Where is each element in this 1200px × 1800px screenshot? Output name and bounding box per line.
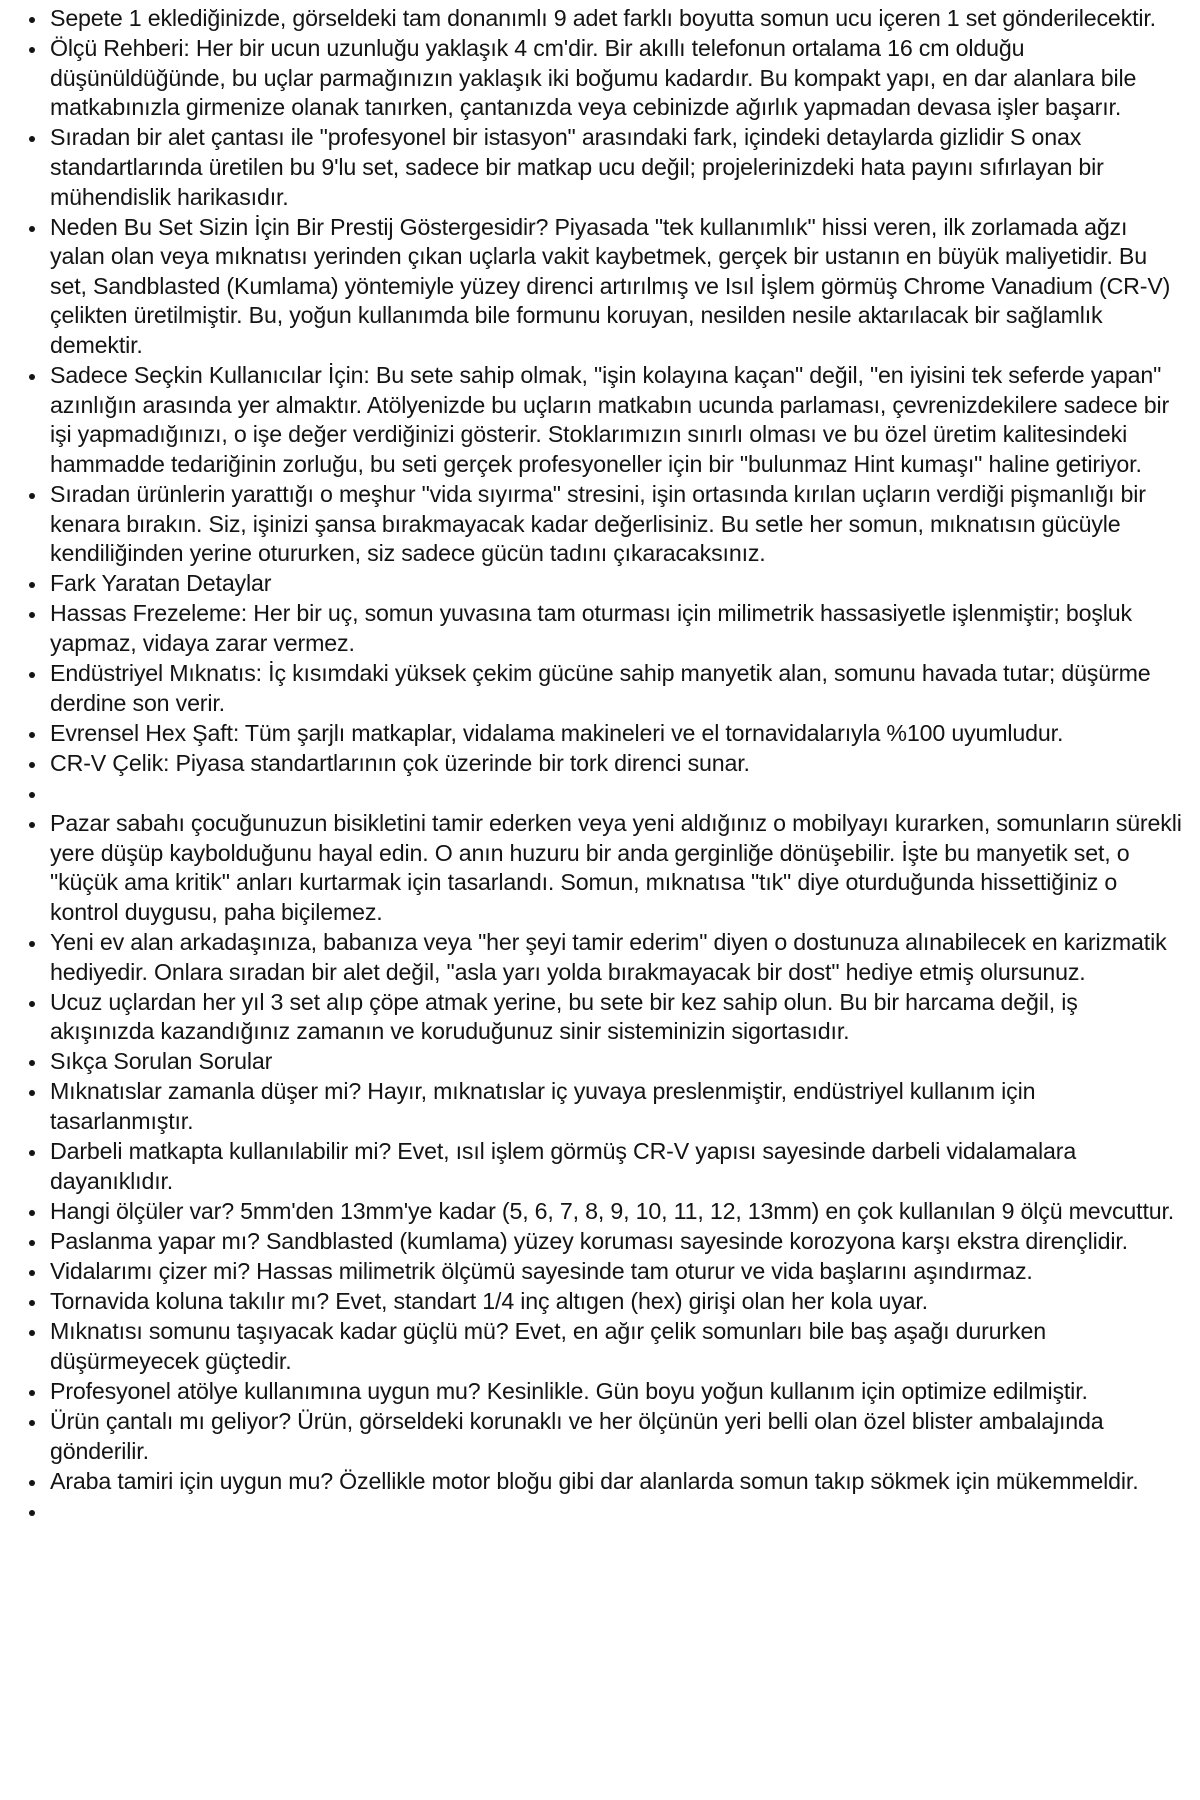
list-item: [16, 1287, 1182, 1317]
list-item: [16, 1377, 1182, 1407]
faq-screwdriver-handle: Tornavida koluna takılır mı? Evet, standart 1/4 inç altıgen (hex) girişi olan her kola uyar.: [50, 1288, 928, 1315]
list-item: [16, 4, 1182, 34]
list-item: [16, 1137, 1182, 1196]
list-item: [16, 1407, 1182, 1466]
list-item: [16, 361, 1182, 479]
list-item: [16, 1197, 1182, 1227]
prestige-indicator: Neden Bu Set Sizin İçin Bir Prestij Göstergesidir? Piyasada "tek kullanımlık" hissi veren, ilk zorlamada ağzı yalan olan veya mıknatısı yerinden çıkan uçlarla vakit kaybetmek, gerçek bir ustanın en büyük maliyetidir. Bu set, Sandblasted (Kumlama) yöntemiyle yüzey direnci artırılmış ve Isıl İşlem görmüş Chrome Vanadium (CR-V) çelikten üretilmiştir. Bu, yoğun kullanımda bile formunu koruyan, nesilden nesile aktarılacak bir sağlamlık demektir.: [50, 213, 1171, 359]
faq-car-repair: Araba tamiri için uygun mu? Özellikle motor bloğu gibi dar alanlarda somun takıp sökmek için mükemmeldir.: [50, 1467, 1139, 1494]
list-item: [16, 599, 1182, 658]
faq-sizes: Hangi ölçüler var? 5mm'den 13mm'ye kadar (5, 6, 7, 8, 9, 10, 11, 12, 13mm) en çok kullanılan 9 ölçü mevcuttur.: [50, 1197, 1175, 1224]
pro-station-difference: Sıradan bir alet çantası ile "profesyonel bir istasyon" arasındaki fark, içindeki detaylarda gizlidir S onax standartlarında üretilen bu 9'lu set, sadece bir matkap ucu değil; projelerinizdeki hata payını sıfırlayan bir mühendislik harikasıdır.: [50, 124, 1104, 210]
faq-professional-use: Profesyonel atölye kullanımına uygun mu? Kesinlikle. Gün boyu yoğun kullanım için optimize edilmiştir.: [50, 1377, 1088, 1404]
list-item: [16, 1497, 1182, 1527]
list-item: [16, 1317, 1182, 1376]
crv-steel: CR-V Çelik: Piyasa standartlarının çok üzerinde bir tork direnci sunar.: [50, 749, 750, 776]
industrial-magnet: Endüstriyel Mıknatıs: İç kısımdaki yüksek çekim gücüne sahip manyetik alan, somunu havada tutar; düşürme derdine son verir.: [50, 660, 1151, 716]
precision-milling: Hassas Frezeleme: Her bir uç, somun yuvasına tam oturması için milimetrik hassasiyetle işlenmiştir; boşluk yapmaz, vidaya zarar vermez.: [50, 600, 1132, 656]
list-item: [16, 1077, 1182, 1136]
sunday-morning-story: Pazar sabahı çocuğunuzun bisikletini tamir ederken veya yeni aldığınız o mobilyayı kurarken, somunların sürekli yere düşüp kaybolduğunu hayal edin. O anın huzuru bir anda gerginliğe dönüşebilir. İşte bu manyetik set, o "küçük ama kritik" anları kurtarmak için tasarlandı. Somun, mıknatısa "tık" diye oturduğunda hissettiğiniz o kontrol duygusu, paha biçilemez.: [50, 810, 1182, 925]
list-item: [16, 1047, 1182, 1077]
faq-magnet-strength: Mıknatısı somunu taşıyacak kadar güçlü mü? Evet, en ağır çelik somunları bile baş aşağı dururken düşürmeyecek güçtedir.: [50, 1318, 1046, 1374]
details-heading: Fark Yaratan Detaylar: [50, 570, 272, 597]
faq-heading: Sıkça Sorulan Sorular: [50, 1048, 273, 1075]
faq-magnet-weakens: Mıknatıslar zamanla düşer mi? Hayır, mıknatıslar iç yuvaya preslenmiştir, endüstriyel kullanım için tasarlanmıştır.: [50, 1078, 1036, 1134]
faq-packaging: Ürün çantalı mı geliyor? Ürün, görseldeki korunaklı ve her ölçünün yeri belli olan özel blister ambalajında gönderilir.: [50, 1407, 1104, 1464]
list-item: [16, 749, 1182, 779]
list-item: [16, 1227, 1182, 1257]
list-item: [16, 719, 1182, 749]
description-bullet-list: [16, 4, 1182, 1526]
list-item: [16, 569, 1182, 599]
screw-stripping-stress: Sıradan ürünlerin yarattığı o meşhur "vida sıyırma" stresini, işin ortasında kırılan uçların verdiği pişmanlığı bir kenara bırakın. Siz, işinizi şansa bırakmayacak kadar değerlisiniz. Bu setle her somun, mıknatısın gücüyle kendiliğinden yerine otururken, siz sadece gücün tadını çıkaracaksınız.: [50, 481, 1146, 567]
list-item: [16, 213, 1182, 361]
list-item: [16, 480, 1182, 569]
universal-hex-shaft: Evrensel Hex Şaft: Tüm şarjlı matkaplar, vidalama makineleri ve el tornavidalarıyla %100 uyumludur.: [50, 719, 1064, 746]
list-item: [16, 809, 1182, 927]
faq-scratch-screws: Vidalarımı çizer mi? Hassas milimetrik ölçümü sayesinde tam oturur ve vida başlarını aşındırmaz.: [50, 1257, 1033, 1284]
list-item: [16, 779, 1182, 809]
list-item: [16, 1257, 1182, 1287]
list-item: [16, 123, 1182, 212]
select-users: Sadece Seçkin Kullanıcılar İçin: Bu sete sahip olmak, "işin kolayına kaçan" değil, "en iyisini tek seferde yapan" azınlığın arasında yer almaktır. Atölyenizde bu uçların matkabın ucunda parlaması, çevrenizdekilere sadece bir işi yapmadığınızı, o işe değer verdiğinizi gösterir. Stoklarımızın sınırlı olması ve bu özel üretim kalitesindeki hammadde tedariğinin zorluğu, bu seti gerçek profesyoneller için bir "bulunmaz Hint kumaşı" haline getiriyor.: [50, 362, 1170, 477]
list-item: [16, 34, 1182, 123]
faq-impact-drill: Darbeli matkapta kullanılabilir mi? Evet, ısıl işlem görmüş CR-V yapısı sayesinde darbeli vidalamalara dayanıklıdır.: [50, 1138, 1077, 1194]
list-item: [16, 988, 1182, 1047]
faq-rust: Paslanma yapar mı? Sandblasted (kumlama) yüzey koruması sayesinde korozyona karşı ekstra dirençlidir.: [50, 1227, 1128, 1254]
list-item: [16, 1467, 1182, 1497]
set-contents: Sepete 1 eklediğinizde, görseldeki tam donanımlı 9 adet farklı boyutta somun ucu içeren 1 set gönderilecektir.: [50, 5, 1156, 31]
investment-value: Ucuz uçlardan her yıl 3 set alıp çöpe atmak yerine, bu sete bir kez sahip olun. Bu bir harcama değil, iş akışınızda kazandığınız zamanın ve koruduğunuz sinir sisteminizin sigortasıdır.: [50, 988, 1078, 1045]
list-item: [16, 659, 1182, 718]
gift-idea: Yeni ev alan arkadaşınıza, babanıza veya "her şeyi tamir ederim" diyen o dostunuza alınabilecek en karizmatik hediyedir. Onlara sıradan bir alet değil, "asla yarı yolda bırakmayacak bir dost" hediye etmiş olursunuz.: [50, 928, 1167, 985]
size-guide: Ölçü Rehberi: Her bir ucun uzunluğu yaklaşık 4 cm'dir. Bir akıllı telefonun ortalama 16 cm olduğu düşünüldüğünde, bu uçlar parmağınızın yaklaşık iki boğumu kadardır. Bu kompakt yapı, en dar alanlara bile matkabınızla girmenize olanak tanırken, çantanızda veya cebinizde ağırlık yapmadan devasa işler başarır.: [50, 35, 1137, 121]
list-item: [16, 928, 1182, 987]
